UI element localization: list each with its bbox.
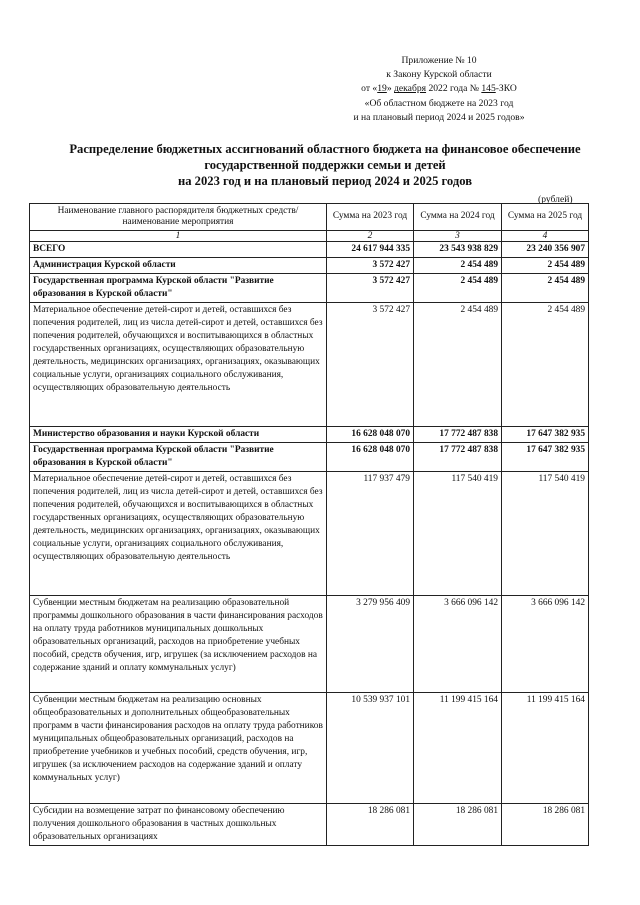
- annex-header: [330, 54, 548, 125]
- document-title: Распределение бюджетных ассигнований областного бюджета на финансовое обеспечение государственной поддержки семьи и детей на 2023 год и на плановый период 2024 и 2025 годов: [69, 142, 581, 188]
- header-2024: Сумма на 2024 год: [414, 204, 502, 231]
- unit-label: (рублей): [538, 194, 573, 205]
- table-row-measure: Субсидии на возмещение затрат по финансовому обеспечению получения дошкольного образования в частных дошкольных образовательных организациях 18 286 081 18 286 081 18 286 081: [30, 804, 589, 846]
- table-header-row: [30, 204, 589, 231]
- annex-law-number: 145: [481, 83, 496, 95]
- table-row-measure: Субвенции местным бюджетам на реализацию образовательной программы дошкольного образования в части финансирования расходов на оплату труда работников муниципальных дошкольных образовательных организаций, расходов на приобретение учебных пособий, средств обучения, игр, игрушек (за исключением расходов на содержание зданий и оплату коммунальных услуг) 3 279 956 409 3 666 096 142 3 666 096 142: [30, 596, 589, 693]
- annex-day: 19: [377, 83, 387, 95]
- header-2023: Сумма на 2023 год: [327, 204, 414, 231]
- table-row-measure: Субвенции местным бюджетам на реализацию основных общеобразовательных и дополнительных общеобразовательных программ в части финансирования расходов на оплату труда работников муниципальных общеобразовательных организаций, расходов на приобретение учебников и учебных пособий, средств обучения, игр, игрушек (за исключением расходов на содержание зданий и оплату коммунальных услуг) 10 539 937 101 11 199 415 164 11 199 415 164: [30, 693, 589, 804]
- column-number-row: 1 2 3 4: [30, 231, 589, 242]
- table-row-program: Государственная программа Курской области "Развитие образования в Курской области" 3 572 427 2 454 489 2 454 489: [30, 274, 589, 303]
- header-2025: Сумма на 2025 год: [502, 204, 589, 231]
- annex-date-line: от «19» декабря 2022 года № 145-ЗКО: [361, 83, 517, 95]
- annex-law-ref: к Закону Курской области: [386, 69, 492, 81]
- table-row-ministry: Министерство образования и науки Курской области 16 628 048 070 17 772 487 838 17 647 382 935: [30, 427, 589, 443]
- header-name: Наименование главного распорядителя бюджетных средств/наименование мероприятия: [30, 204, 327, 231]
- table-row-total: ВСЕГО 24 617 944 335 23 543 938 829 23 240 356 907: [30, 242, 589, 258]
- annex-law-title-1: «Об областном бюджете на 2023 год: [364, 97, 514, 109]
- table-row-measure: Материальное обеспечение детей-сирот и детей, оставшихся без попечения родителей, лиц из числа детей-сирот и детей, оставшихся без попечения родителей, обучающихся и воспитывающихся в областных государственных организациях, осуществляющих образовательную деятельность, медицинских организациях, организациях, оказывающих социальные услуги, организациях социального обслуживания, осуществляющих образовательную деятельность 3 572 427 2 454 489 2 454 489: [30, 303, 589, 427]
- annex-month: декабря: [394, 83, 427, 95]
- table-row-administration: Администрация Курской области 3 572 427 2 454 489 2 454 489: [30, 258, 589, 274]
- annex-law-title-2: и на плановый период 2024 и 2025 годов»: [353, 111, 525, 123]
- table-row-program: Государственная программа Курской области "Развитие образования в Курской области" 16 628 048 070 17 772 487 838 17 647 382 935: [30, 443, 589, 472]
- annex-number: Приложение № 10: [401, 55, 477, 66]
- table-row-measure: Материальное обеспечение детей-сирот и детей, оставшихся без попечения родителей, лиц из числа детей-сирот и детей, оставшихся без попечения родителей, обучающихся и воспитывающихся в областных государственных организациях, осуществляющих образовательную деятельность, медицинских организациях, организациях, оказывающих социальные услуги, организациях социального обслуживания, осуществляющих образовательную деятельность 117 937 479 117 540 419 117 540 419: [30, 472, 589, 596]
- budget-table: [29, 203, 589, 846]
